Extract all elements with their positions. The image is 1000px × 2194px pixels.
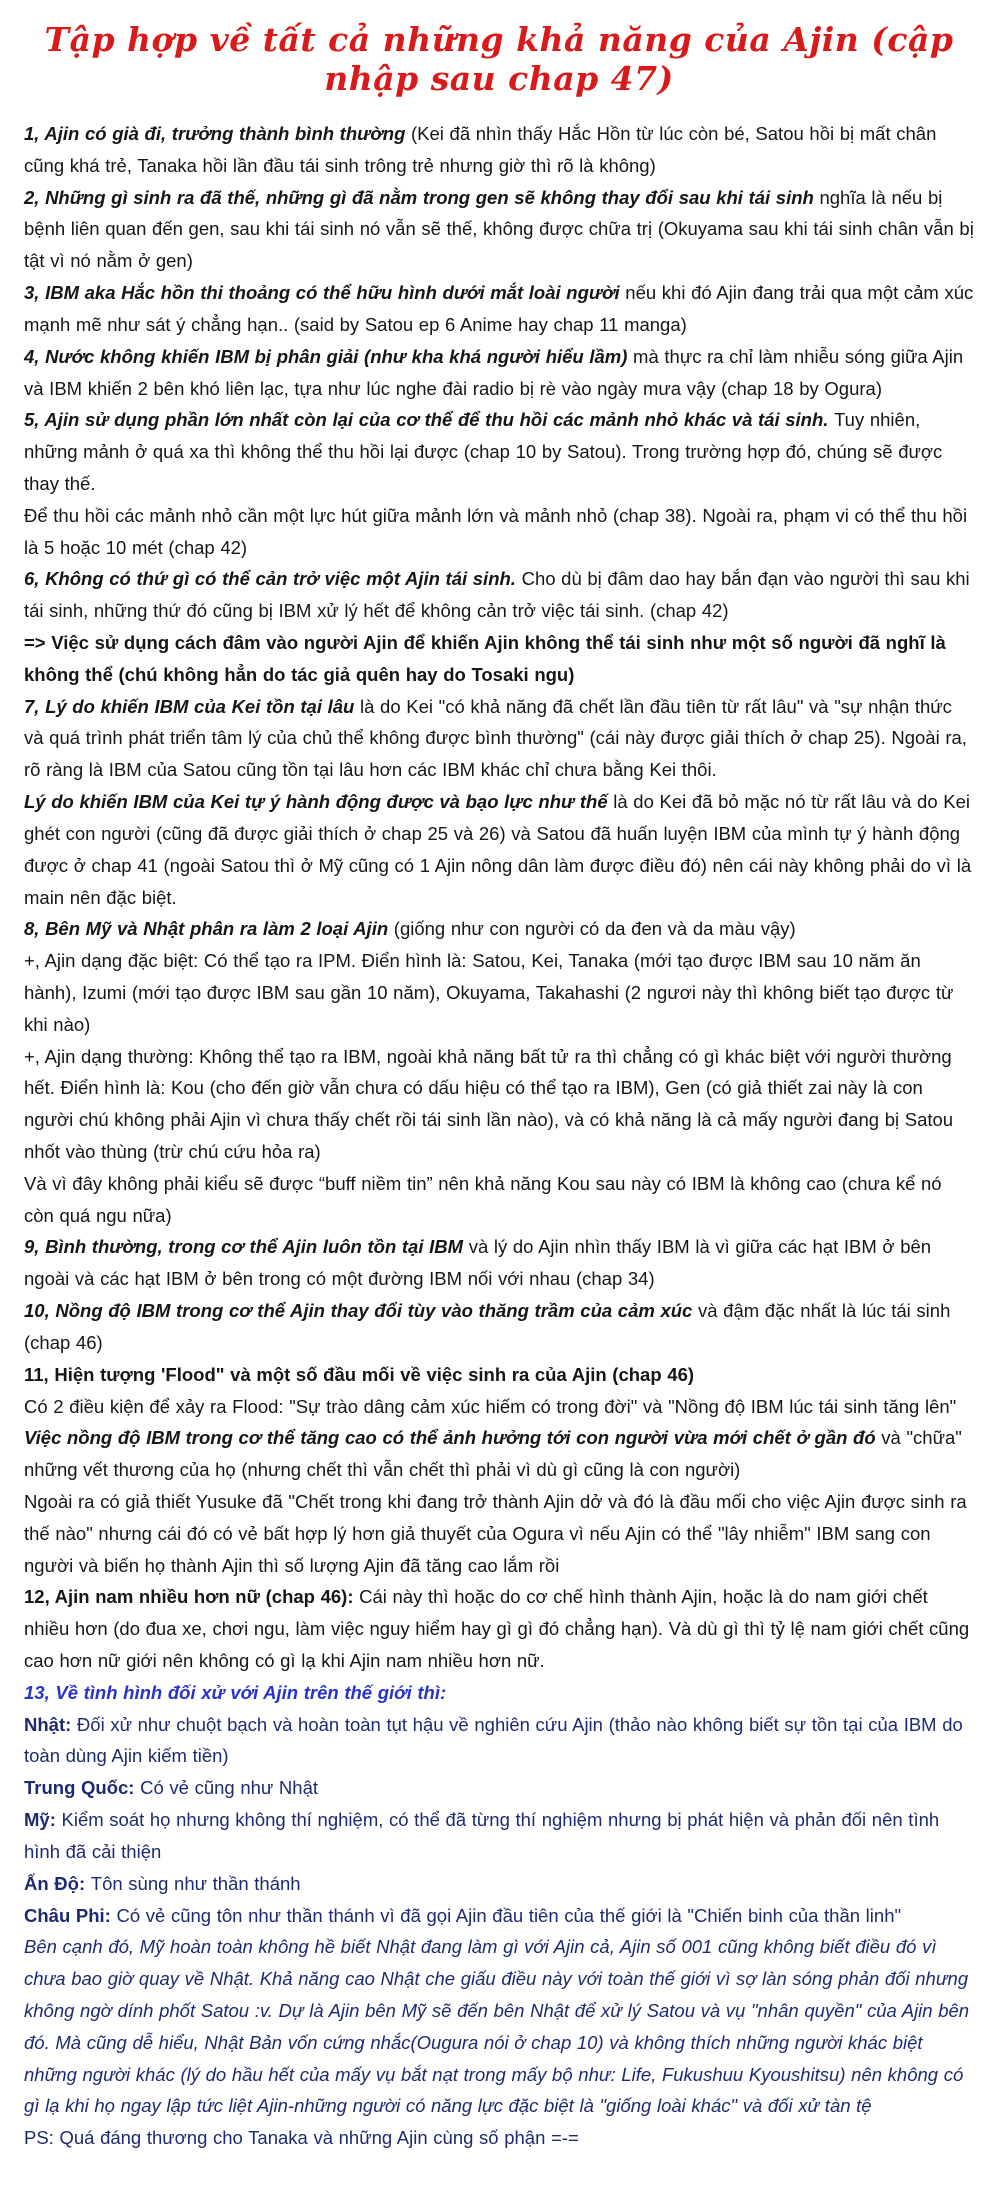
- text-run: Ngoài ra có giả thiết Yusuke đã "Chết trong khi đang trở thành Ajin dở và đó là đầu mối cho việc Ajin được sinh ra thế nào" nhưng cái đó có vẻ bất hợp lý hơn giả thuyết của Ogura vì nếu Ajin có thể "lây nhiễm" IBM sang con người và biến họ thành Ajin thì số lượng Ajin đã tăng cao lắm rồi: [24, 1490, 967, 1576]
- text-run: và đậm đặc nhất là lúc tái sinh (chap 46): [24, 1300, 951, 1353]
- text-run: Cho dù bị đâm dao hay bắn đạn vào người thì sau khi tái sinh, những thứ đó cũng bị IBM xử lý hết để không cản trở việc tái sinh. (chap 42): [24, 568, 970, 622]
- paragraph: [24, 563, 974, 627]
- text-run: Tuy nhiên, những mảnh ở quá xa thì không thể thu hồi lại được (chap 10 by Satou). Trong trường hợp đó, chúng sẽ được thay thế.: [24, 409, 943, 494]
- paragraph: [24, 1359, 974, 1391]
- paragraph: [24, 1422, 974, 1486]
- text-run: Đối xử như chuột bạch và hoàn toàn tụt hậu về nghiên cứu Ajin (thảo nào không biết sự tồn tại của IBM do toàn dùng Ajin kiếm tiền): [24, 1713, 963, 1767]
- text-run: Mỹ:: [24, 1809, 62, 1831]
- paragraph: [24, 1581, 974, 1676]
- text-run: Và vì đây không phải kiểu sẽ được “buff niềm tin” nên khả năng Kou sau này có IBM là không cao (chưa kể nó còn quá ngu nữa): [24, 1172, 942, 1226]
- text-run: PS: Quá đáng thương cho Tanaka và những Ajin cùng số phận =-=: [24, 2127, 579, 2149]
- paragraph: [24, 1804, 974, 1868]
- paragraph: [24, 277, 974, 341]
- text-run: Cái này thì hoặc do cơ chế hình thành Ajin, hoặc là do nam giới chết nhiều hơn (do đua xe, chơi ngu, làm việc nguy hiểm hay gì gì đó chẳng hạn). Và dù gì thì tỷ lệ nam giới chết cũng cao hơn nữ giới nên không có gì lạ khi Ajin nam nhiều hơn nữ.: [24, 1586, 970, 1671]
- text-run: +, Ajin dạng đặc biệt: Có thể tạo ra IPM. Điển hình là: Satou, Kei, Tanaka (mới tạo được IBM sau 10 năm ăn hành), Izumi (mới tạo được IBM sau gần 10 năm), Okuyama, Takahashi (2 ngươi này thì không biết tạo được từ khi nào): [24, 950, 954, 1035]
- text-run: 7, Lý do khiến IBM của Kei tồn tại lâu: [24, 695, 360, 717]
- text-run: Bên cạnh đó, Mỹ hoàn toàn không hề biết Nhật đang làm gì với Ajin cả, Ajin số 001 cũng không biết điều đó vì chưa bao giờ quay về Nhật. Khả năng cao Nhật che giấu điều này với toàn thế giới vì sợ làn sóng phản đối nhưng không ngờ dính phốt Satou :v. Dự là Ajin bên Mỹ sẽ đến bên Nhật để xử lý Satou và vụ "nhân quyền" của Ajin bên đó. Mà cũng dễ hiểu, Nhật Bản vốn cứng nhắc(Ougura nói ở chap 10) và không thích những người khác biệt những người khác (lý do hầu hết của mấy vụ bắt nạt trong mấy bộ như: Life, Fukushuu Kyoushitsu) nên không có gì lạ khi họ ngay lập tức liệt Ajin-những người có năng lực đặc biệt là "giống loài khác" và đối xử tàn tệ: [24, 1936, 970, 2117]
- paragraph: [24, 1677, 974, 1709]
- text-run: 12, Ajin nam nhiều hơn nữ (chap 46):: [24, 1586, 360, 1608]
- text-run: 2, Những gì sinh ra đã thế, những gì đã nằm trong gen sẽ không thay đổi sau khi tái sinh: [24, 186, 820, 208]
- text-run: Châu Phi:: [24, 1904, 117, 1926]
- paragraph: [24, 1868, 974, 1900]
- paragraph: [24, 118, 974, 182]
- text-run: Việc nồng độ IBM trong cơ thể tăng cao có thể ảnh hưởng tới con người vừa mới chết ở gần đó: [24, 1427, 882, 1449]
- paragraph: [24, 1231, 974, 1295]
- paragraph: [24, 341, 974, 405]
- text-run: 6, Không có thứ gì có thể cản trở việc một Ajin tái sinh.: [24, 568, 522, 590]
- page-title: Tập hợp về tất cả những khả năng của Ajin (cập nhập sau chap 47): [44, 20, 954, 98]
- text-run: 3, IBM aka Hắc hồn thi thoảng có thể hữu hình dưới mắt loài người: [24, 282, 626, 304]
- text-run: Lý do khiến IBM của Kei tự ý hành động được và bạo lực như thế: [24, 791, 614, 813]
- paragraph: [24, 786, 974, 913]
- text-run: +, Ajin dạng thường: Không thể tạo ra IBM, ngoài khả năng bất tử ra thì chẳng có gì khác biệt với người thường hết. Điển hình là: Kou (cho đến giờ vẫn chưa có dấu hiệu có thể tạo ra IBM), Gen (có giả thiết zai này là con người chú không phải Ajin vì chưa thấy chết rồi tái sinh lần nào), và có khả năng là cả mấy người đang bị Satou nhốt vào thùng (trừ chú cứu hỏa ra): [24, 1045, 954, 1162]
- text-run: 4, Nước không khiến IBM bị phân giải (như kha khá người hiểu lầm): [24, 345, 634, 367]
- text-run: 5, Ajin sử dụng phần lớn nhất còn lại của cơ thể để thu hồi các mảnh nhỏ khác và tái sinh.: [24, 409, 835, 431]
- paragraph: [24, 691, 974, 786]
- text-run: Có 2 điều kiện để xảy ra Flood: "Sự trào dâng cảm xúc hiếm có trong đời" và "Nồng độ IBM lúc tái sinh tăng lên": [24, 1395, 957, 1417]
- paragraph: [24, 627, 974, 691]
- text-run: nếu khi đó Ajin đang trải qua một cảm xúc mạnh mẽ như sát ý chẳng hạn.. (said by Satou ep 6 Anime hay chap 11 manga): [24, 282, 974, 335]
- text-run: nghĩa là nếu bị bệnh liên quan đến gen, sau khi tái sinh nó vẫn sẽ thế, không được chữa trị (Okuyama sau khi tái sinh chân vẫn bị tật vì nó nằm ở gen): [24, 186, 974, 272]
- paragraph: [24, 1931, 974, 2122]
- text-run: Để thu hồi các mảnh nhỏ cần một lực hút giữa mảnh lớn và mảnh nhỏ (chap 38). Ngoài ra, phạm vi có thể thu hồi là 5 hoặc 10 mét (chap 42): [24, 504, 968, 558]
- document-body: [24, 118, 974, 2154]
- text-run: là do Kei đã bỏ mặc nó từ rất lâu và do Kei ghét con người (cũng đã được giải thích ở chap 25 và 26) và Satou đã huấn luyện IBM của mình tự ý hành động được ở chap 41 (ngoài Satou thì ở Mỹ cũng có 1 Ajin nông dân làm được điều đó) nên cái này không phải do vì là main nên đặc biệt.: [24, 791, 972, 908]
- paragraph: [24, 1168, 974, 1232]
- paragraph: [24, 1041, 974, 1168]
- text-run: Kiểm soát họ nhưng không thí nghiệm, có thể đã từng thí nghiệm nhưng bị phát hiện và phản đối nên tình hình đã cải thiện: [24, 1809, 940, 1862]
- text-run: 9, Bình thường, trong cơ thể Ajin luôn tồn tại IBM: [24, 1236, 469, 1258]
- text-run: Nhật:: [24, 1713, 77, 1735]
- text-run: và "chữa" những vết thương của họ (nhưng chết thì vẫn chết thì phải vì dù gì cũng là con người): [24, 1427, 962, 1481]
- text-run: 8, Bên Mỹ và Nhật phân ra làm 2 loại Ajin: [24, 918, 394, 940]
- paragraph: [24, 500, 974, 564]
- paragraph: [24, 1772, 974, 1804]
- paragraph: [24, 1295, 974, 1359]
- paragraph: [24, 182, 974, 277]
- text-run: 1, Ajin có già đi, trưởng thành bình thường: [24, 123, 412, 144]
- text-run: => Việc sử dụng cách đâm vào người Ajin để khiến Ajin không thể tái sinh như một số người đã nghĩ là không thể (chú không hẳn do tác giả quên hay do Tosaki ngu): [24, 632, 946, 685]
- text-run: và lý do Ajin nhìn thấy IBM là vì giữa các hạt IBM ở bên ngoài và các hạt IBM ở bên trong có một đường IBM nối với nhau (chap 34): [24, 1236, 932, 1290]
- paragraph: [24, 1900, 974, 1932]
- paragraph: [24, 404, 974, 499]
- paragraph: [24, 1709, 974, 1773]
- text-run: mà thực ra chỉ làm nhiễu sóng giữa Ajin và IBM khiến 2 bên khó liên lạc, tựa như lúc nghe đài radio bị rè vào ngày mưa vậy (chap 18 by Ogura): [24, 345, 964, 399]
- text-run: Trung Quốc:: [24, 1777, 141, 1799]
- paragraph: [24, 1391, 974, 1423]
- paragraph: [24, 945, 974, 1040]
- text-run: Có vẻ cũng như Nhật: [140, 1777, 319, 1799]
- paragraph: [24, 913, 974, 945]
- text-run: là do Kei "có khả năng đã chết lần đầu tiên từ rất lâu" và "sự nhận thức và quá trình phát triển tâm lý của chủ thể không được bình thường" (cái này được giải thích ở chap 25). Ngoài ra, rõ ràng là IBM của Satou cũng tồn tại lâu hơn các IBM khác chỉ chưa bằng Kei thôi.: [24, 695, 967, 781]
- text-run: (giống như con người có da đen và da màu vậy): [393, 918, 796, 940]
- paragraph: [24, 1486, 974, 1581]
- text-run: 13, Về tình hình đối xử với Ajin trên thế giới thì:: [24, 1681, 447, 1703]
- text-run: 11, Hiện tượng 'Flood" và một số đầu mối về việc sinh ra của Ajin (chap 46): [24, 1363, 695, 1385]
- text-run: Ấn Độ:: [24, 1872, 91, 1894]
- text-run: 10, Nồng độ IBM trong cơ thể Ajin thay đổi tùy vào thăng trầm của cảm xúc: [24, 1300, 698, 1322]
- paragraph: [24, 2122, 974, 2154]
- text-run: (Kei đã nhìn thấy Hắc Hồn từ lúc còn bé, Satou hồi bị mất chân cũng khá trẻ, Tanaka hồi lần đầu tái sinh trông trẻ nhưng giờ thì rõ là không): [24, 123, 937, 176]
- text-run: Có vẻ cũng tôn như thần thánh vì đã gọi Ajin đầu tiên của thế giới là "Chiến binh của thần linh": [116, 1904, 902, 1926]
- text-run: Tôn sùng như thần thánh: [90, 1872, 301, 1894]
